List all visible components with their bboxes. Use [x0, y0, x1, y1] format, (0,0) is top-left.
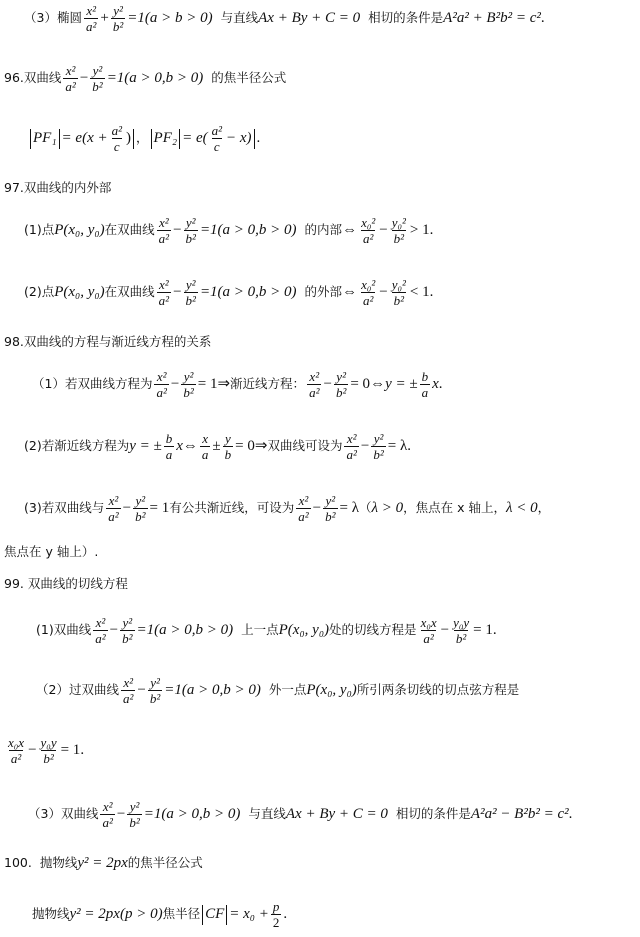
fraction: $\frac{\text{x²}}{\text{a²}}$	[309, 369, 320, 400]
asymptote-relation-2: (2) 若渐近线方程为 y = ± $\frac{b}{a}$ x ⇔ $\frac{x}{a}$ ± $\frac{y}{b}$ = 0 ⇒ 双曲线可设为 $\frac{\text{x²}}{\text{a²}}$ − $\frac{\text{y²}}{\text{b²}}$ = λ .	[24, 431, 411, 462]
hyperbola-outer: (2) 点 P(x₀, y₀) 在双曲线 $\frac{\text{x²}}{\text{a²}}$ − $\frac{\text{y²}}{\text{b²}}$ =1(a > 0,b > 0) 的外部 ⇔ $\frac{\text{x₀²}}{\text{a²}}$ − $\frac{\text{y₀²}}{\text{b²}}$ < 1 .	[24, 277, 434, 308]
item-number: （3）	[24, 10, 57, 26]
fraction: $\frac{\text{x²}}{\text{a²}}$	[108, 493, 119, 524]
fraction: $\frac{\text{y²}}{\text{b²}}$	[149, 675, 161, 706]
fraction: $\frac{\text{x²}}{\text{a²}}$	[65, 63, 76, 94]
fraction: $\frac{\text{x²}}{\text{a²}}$	[346, 431, 357, 462]
ellipse-tangent-line: （3） 椭圆 $\frac{\text{x²}}{\text{a²}}$ + $\frac{\text{y²}}{\text{b²}}$ =1(a > b > 0) 与直线 Ax + By + C = 0 相切的条件是 A²a² + B²b² = c² .	[24, 3, 545, 34]
fraction: $\frac{\text{y²}}{\text{b²}}$	[325, 493, 336, 524]
chord-of-contact: （2） 过双曲线 $\frac{\text{x²}}{\text{a²}}$ − $\frac{\text{y²}}{\text{b²}}$ =1(a > 0,b > 0) 外一点 P(x₀, y₀) 所引两条切线的切点弦方程是	[36, 675, 520, 706]
fraction: $\frac{\text{y₀y}}{\text{b²}}$	[453, 615, 470, 646]
asymptote-relation-3: (3) 若双曲线与 $\frac{\text{x²}}{\text{a²}}$ − $\frac{\text{y²}}{\text{b²}}$ = 1 有公共渐近线，可设为 $\frac{\text{x²}}{\text{a²}}$ − $\frac{\text{y²}}{\text{b²}}$ = λ （ λ > 0 ，焦点在 x 轴上， λ < 0 ，	[24, 493, 551, 524]
item-100-title: 100. 抛物线 y² = 2px 的焦半径公式	[4, 855, 203, 871]
fraction: $\frac{\text{x₀x}}{\text{a²}}$	[420, 615, 437, 646]
fraction: $\frac{\text{x₀²}}{\text{a²}}$	[361, 215, 376, 246]
fraction: $\frac{b}{a}$	[165, 431, 173, 462]
fraction: $\frac{\text{y²}}{\text{b²}}$	[122, 615, 133, 646]
fraction: $\frac{\text{y₀²}}{\text{b²}}$	[391, 215, 406, 246]
fraction: $\frac{\text{x²}}{\text{a²}}$	[122, 675, 134, 706]
fraction: $\frac{\text{x²}}{\text{a²}}$	[158, 215, 170, 246]
fraction: $\frac{\text{x₀²}}{\text{a²}}$	[361, 277, 376, 308]
hyperbola-inner: (1) 点 P(x₀, y₀) 在双曲线 $\frac{\text{x²}}{\text{a²}}$ − $\frac{\text{y²}}{\text{b²}}$ =1(a > 0,b > 0) 的内部 ⇔ $\frac{\text{x₀²}}{\text{a²}}$ − $\frac{\text{y₀²}}{\text{b²}}$ > 1 .	[24, 215, 434, 246]
fraction: $\frac{y}{b}$	[224, 431, 232, 462]
chord-of-contact-eq: $\frac{\text{x₀x}}{\text{a²}}$ − $\frac{\text{y₀y}}{\text{b²}}$ = 1 .	[8, 735, 85, 766]
fraction: $\frac{p}{2}$	[272, 899, 280, 930]
fraction: $\frac{\text{y²}}{\text{b²}}$	[373, 431, 384, 462]
item-99-title: 99. 双曲线的切线方程	[4, 576, 128, 591]
tangent-at-point: (1) 双曲线 $\frac{\text{x²}}{\text{a²}}$ − $\frac{\text{y²}}{\text{b²}}$ =1(a > 0,b > 0) 上一点 P(x₀, y₀) 处的切线方程是 $\frac{\text{x₀x}}{\text{a²}}$ − $\frac{\text{y₀y}}{\text{b²}}$ = 1 .	[36, 615, 497, 646]
fraction: $\frac{\text{y²}}{\text{b²}}$	[129, 799, 140, 830]
fraction: $\frac{x}{a}$	[201, 431, 209, 462]
fraction: $\frac{\text{y²}}{\text{b²}}$	[185, 215, 196, 246]
text: 椭圆	[56, 10, 82, 26]
fraction: $\frac{\text{a²}}{c}$	[211, 123, 223, 154]
fraction: $\frac{\text{y²}}{\text{b²}}$	[185, 277, 196, 308]
item-98-title: 98.双曲线的方程与渐近线方程的关系	[4, 334, 212, 349]
item-96-title: 96. 双曲线 $\frac{\text{x²}}{\text{a²}}$ − $\frac{\text{y²}}{\text{b²}}$ =1(a > 0,b > 0) 的焦半径公式	[4, 63, 287, 94]
asymptote-relation-1: （1） 若双曲线方程为 $\frac{\text{x²}}{\text{a²}}$ − $\frac{\text{y²}}{\text{b²}}$ = 1 ⇒ 渐近线方程： $\frac{\text{x²}}{\text{a²}}$ − $\frac{\text{y²}}{\text{b²}}$ = 0 ⇔ y = ± $\frac{b}{a}$ x .	[32, 369, 443, 400]
asymptote-relation-3-cont: 焦点在 y 轴上）.	[4, 544, 99, 559]
item-97-title: 97.双曲线的内外部	[4, 180, 112, 195]
fraction: $\frac{\text{y₀²}}{\text{b²}}$	[391, 277, 406, 308]
fraction: $\frac{\text{y²}}{\text{b²}}$	[135, 493, 146, 524]
fraction: $\frac{b}{a}$	[421, 369, 429, 400]
fraction: $\frac{\text{x²}}{\text{a²}}$	[102, 799, 113, 830]
item-number: 96.	[4, 70, 24, 86]
fraction: $\frac{\text{x₀x}}{\text{a²}}$	[8, 735, 25, 766]
fraction: $\frac{\text{y²}}{\text{b²}}$	[183, 369, 194, 400]
fraction: $\frac{\text{x²}}{\text{a²}}$	[85, 3, 97, 34]
fraction: $\frac{\text{y₀y}}{\text{b²}}$	[40, 735, 57, 766]
fraction: $\frac{\text{y²}}{\text{b²}}$	[92, 63, 103, 94]
fraction: $\frac{\text{x²}}{\text{a²}}$	[95, 615, 106, 646]
fraction: $\frac{\text{x²}}{\text{a²}}$	[298, 493, 309, 524]
fraction: $\frac{\text{y²}}{\text{b²}}$	[112, 3, 124, 34]
hyperbola-tangent-condition: （3） 双曲线 $\frac{\text{x²}}{\text{a²}}$ − $\frac{\text{y²}}{\text{b²}}$ =1(a > 0,b > 0) 与直线 Ax + By + C = 0 相切的条件是 A²a² − B²b² = c² .	[28, 799, 573, 830]
fraction: $\frac{\text{x²}}{\text{a²}}$	[156, 369, 167, 400]
fraction: $\frac{\text{y²}}{\text{b²}}$	[335, 369, 347, 400]
fraction: $\frac{\text{x²}}{\text{a²}}$	[158, 277, 170, 308]
parabola-focal-radius: 抛物线 y² = 2px(p > 0) 焦半径 CF = x₀ + $\frac{p}{2}$ .	[32, 899, 288, 930]
fraction: $\frac{\text{a²}}{c}$	[111, 123, 123, 154]
focal-radius-formula: PF₁ = e(x + $\frac{\text{a²}}{c}$ ) ， PF₂ = e( $\frac{\text{a²}}{c}$ − x) .	[28, 124, 260, 153]
